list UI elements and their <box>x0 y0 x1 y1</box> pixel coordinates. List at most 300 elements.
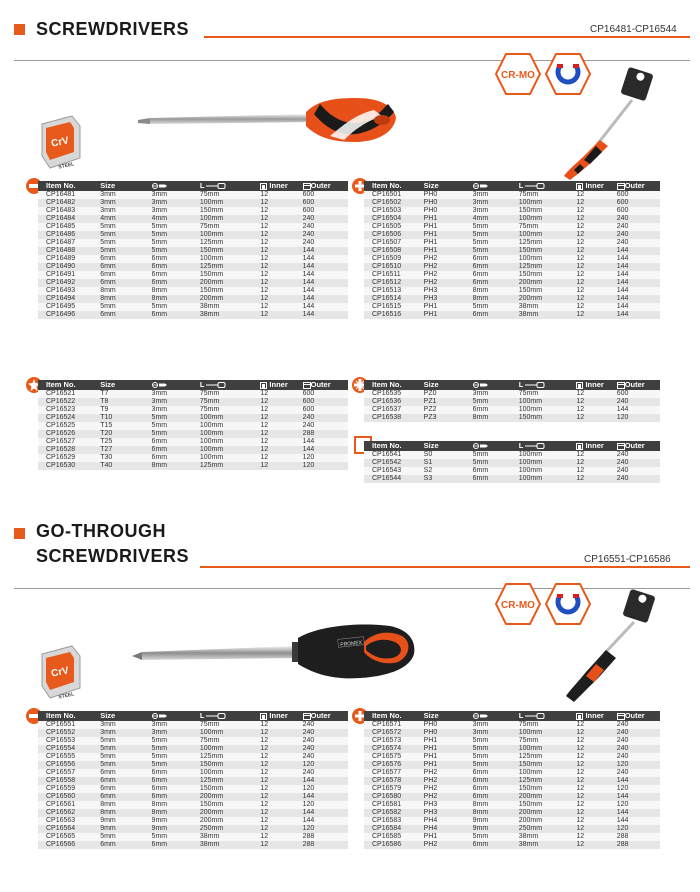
table-cell: 120 <box>303 825 348 833</box>
table-cell: 150mm <box>200 801 260 809</box>
table-cell: 3mm <box>100 191 151 199</box>
table-cell: PH0 <box>424 199 473 207</box>
table-row <box>364 215 660 223</box>
table-cell: 150mm <box>519 761 577 769</box>
table-cell: 12 <box>576 215 616 223</box>
table-cell: 3mm <box>152 207 200 215</box>
table-cell: 600 <box>303 390 348 398</box>
table-cell: CP16565 <box>38 833 100 841</box>
table-cell: 9mm <box>473 825 519 833</box>
table-cell: CP16554 <box>38 745 100 753</box>
table-cell: CP16505 <box>364 223 424 231</box>
table-cell: 12 <box>576 475 616 483</box>
table-cell: 12 <box>576 303 616 311</box>
table-cell: 12 <box>576 279 616 287</box>
table-row <box>38 207 348 215</box>
table-cell: CP16543 <box>364 467 424 475</box>
table-cell: 12 <box>576 287 616 295</box>
table-cell: 12 <box>260 761 302 769</box>
table-cell: 240 <box>303 729 348 737</box>
table-go-through-slotted <box>38 711 348 849</box>
table-cell: 5mm <box>473 761 519 769</box>
table-cell: 240 <box>617 223 660 231</box>
table-cell: 100mm <box>519 255 577 263</box>
go-through-screwdriver-image <box>128 616 418 706</box>
table-cell: 12 <box>260 271 302 279</box>
table-cell: 144 <box>617 271 660 279</box>
table-cell: 3mm <box>152 398 200 406</box>
table-cell: 38mm <box>519 833 577 841</box>
table-cell: 12 <box>576 769 616 777</box>
table-cell: T7 <box>100 390 151 398</box>
table-cell: 144 <box>303 263 348 271</box>
table-cell: CP16560 <box>38 793 100 801</box>
table-row <box>38 311 348 319</box>
table-cell: 12 <box>260 825 302 833</box>
table-cell: PZ2 <box>424 406 473 414</box>
table-cell: CP16503 <box>364 207 424 215</box>
table-cell: 6mm <box>473 467 519 475</box>
table-row <box>364 231 660 239</box>
table-row <box>364 255 660 263</box>
table-cell: CP16512 <box>364 279 424 287</box>
table-cell: 12 <box>260 295 302 303</box>
table-row <box>38 446 348 454</box>
table-cell: 288 <box>303 833 348 841</box>
inner-box-icon <box>260 382 267 389</box>
table-cell: 9mm <box>473 817 519 825</box>
col-size: Size <box>424 441 473 451</box>
table-cell: 5mm <box>152 239 200 247</box>
table-cell: PH1 <box>424 223 473 231</box>
col-size: Size <box>424 380 473 390</box>
table-cell: 38mm <box>519 303 577 311</box>
table-cell: 100mm <box>519 215 577 223</box>
table-cell: 12 <box>260 231 302 239</box>
table-cell: 6mm <box>100 841 151 849</box>
table-cell: PH1 <box>424 215 473 223</box>
table-cell: 12 <box>576 833 616 841</box>
table-cell: 144 <box>303 793 348 801</box>
table-cell: 12 <box>576 231 616 239</box>
table-cell: 144 <box>617 287 660 295</box>
table-cell: 150mm <box>200 247 260 255</box>
table-row <box>364 207 660 215</box>
table-cell: 8mm <box>473 801 519 809</box>
inner-box-icon <box>576 183 583 190</box>
table-cell: 6mm <box>100 777 151 785</box>
col-inner: Inner <box>576 711 616 721</box>
table-row <box>364 825 660 833</box>
table-cell: PH1 <box>424 247 473 255</box>
table-cell: 12 <box>260 247 302 255</box>
table-cell: CP16525 <box>38 422 100 430</box>
table-cell: 9mm <box>152 825 200 833</box>
table-cell: 12 <box>576 809 616 817</box>
steel-label: STEEL <box>57 161 75 171</box>
table-cell: 125mm <box>200 263 260 271</box>
table-cell: 5mm <box>473 231 519 239</box>
table-cell: 5mm <box>100 303 151 311</box>
table-cell: 240 <box>617 451 660 459</box>
table-cell: 6mm <box>473 255 519 263</box>
table-cell: 5mm <box>473 239 519 247</box>
table-cell: 75mm <box>519 721 577 729</box>
table-cell: CP16572 <box>364 729 424 737</box>
table-row <box>38 833 348 841</box>
table-cell: 12 <box>260 745 302 753</box>
table-cell: 6mm <box>473 475 519 483</box>
table-cell: 12 <box>260 207 302 215</box>
table-cell: CP16552 <box>38 729 100 737</box>
table-cell: CP16482 <box>38 199 100 207</box>
table-row <box>38 745 348 753</box>
table-cell: 75mm <box>200 721 260 729</box>
tip-diameter-icon <box>152 183 174 189</box>
table-row <box>38 753 348 761</box>
table-cell: 12 <box>260 215 302 223</box>
crv-label: CrV <box>50 665 70 680</box>
table-cell: CP16578 <box>364 777 424 785</box>
table-row <box>364 793 660 801</box>
section-marker <box>14 528 25 539</box>
table-row <box>364 761 660 769</box>
table-cell: 125mm <box>200 239 260 247</box>
outer-box-icon <box>617 713 625 720</box>
table-cell: CP16485 <box>38 223 100 231</box>
table-cell: 8mm <box>100 295 151 303</box>
table-cell: PH2 <box>424 769 473 777</box>
length-label-L: L <box>518 711 524 720</box>
table-row <box>364 271 660 279</box>
table-cell: 12 <box>576 295 616 303</box>
table-cell: CP16491 <box>38 271 100 279</box>
col-size: Size <box>100 380 151 390</box>
col-inner: Inner <box>260 380 302 390</box>
table-row <box>38 271 348 279</box>
table-cell: 3mm <box>152 191 200 199</box>
table-cell: CP16536 <box>364 398 424 406</box>
table-cell: 200mm <box>200 817 260 825</box>
table-cell: CP16551 <box>38 721 100 729</box>
table-cell: 8mm <box>152 801 200 809</box>
table-cell: 120 <box>617 785 660 793</box>
table-cell: 12 <box>260 263 302 271</box>
table-cell: 5mm <box>100 223 151 231</box>
table-cell: CP16566 <box>38 841 100 849</box>
table-cell: PH1 <box>424 753 473 761</box>
table-row <box>38 809 348 817</box>
table-cell: CP16502 <box>364 199 424 207</box>
table-cell: 100mm <box>519 769 577 777</box>
table-row <box>364 841 660 849</box>
table-cell: 150mm <box>519 414 577 422</box>
table-cell: 100mm <box>519 475 577 483</box>
table-cell: 38mm <box>200 311 260 319</box>
table-cell: 12 <box>576 721 616 729</box>
table-row <box>38 462 348 470</box>
tip-diameter-icon <box>473 382 495 388</box>
col-inner: Inner <box>260 711 302 721</box>
table-row <box>364 263 660 271</box>
table-cell: 6mm <box>473 793 519 801</box>
section-marker <box>14 24 25 35</box>
table-cell: 144 <box>303 279 348 287</box>
table-cell: S3 <box>424 475 473 483</box>
table-cell: 288 <box>617 833 660 841</box>
table-cell: 12 <box>576 223 616 231</box>
table-header-row <box>364 181 660 191</box>
table-cell: 150mm <box>200 287 260 295</box>
blade-length-icon <box>525 443 545 449</box>
table-cell: 600 <box>617 390 660 398</box>
table-cell: 3mm <box>473 207 519 215</box>
table-cell: 600 <box>303 191 348 199</box>
table-cell: 250mm <box>519 825 577 833</box>
table-cell: 6mm <box>473 785 519 793</box>
table-row <box>364 311 660 319</box>
table-cell: 6mm <box>100 793 151 801</box>
outer-box-icon <box>303 713 311 720</box>
table-row <box>364 753 660 761</box>
table-cell: CP16584 <box>364 825 424 833</box>
table-row <box>38 438 348 446</box>
table-row <box>364 279 660 287</box>
col-inner: Inner <box>260 181 302 191</box>
table-cell: 5mm <box>100 231 151 239</box>
table-cell: T9 <box>100 406 151 414</box>
table-cell: CP16526 <box>38 430 100 438</box>
table-row <box>364 467 660 475</box>
table-cell: 3mm <box>152 199 200 207</box>
table-cell: 5mm <box>152 745 200 753</box>
table-row <box>38 801 348 809</box>
table-row <box>364 801 660 809</box>
table-cell: CP16535 <box>364 390 424 398</box>
table-cell: 9mm <box>100 817 151 825</box>
table-cell: 5mm <box>152 223 200 231</box>
table-cell: CP16577 <box>364 769 424 777</box>
crv-steel-badge <box>38 642 84 702</box>
table-cell: CP16524 <box>38 414 100 422</box>
table-cell: 100mm <box>519 398 577 406</box>
table-cell: 12 <box>576 825 616 833</box>
table-cell: CP16511 <box>364 271 424 279</box>
inner-box-icon <box>576 713 583 720</box>
table-cell: 3mm <box>152 390 200 398</box>
table-cell: 6mm <box>152 446 200 454</box>
table-cell: 12 <box>260 398 302 406</box>
table-cell: CP16586 <box>364 841 424 849</box>
table-cell: 240 <box>303 231 348 239</box>
table-cell: 75mm <box>200 223 260 231</box>
table-cell: 150mm <box>519 271 577 279</box>
col-item-no: Item No. <box>38 181 100 191</box>
table-cell: 150mm <box>519 247 577 255</box>
table-cell: 240 <box>617 459 660 467</box>
table-cell: 12 <box>260 422 302 430</box>
table-cell: 8mm <box>100 287 151 295</box>
table-cell: 5mm <box>100 833 151 841</box>
table-row <box>38 255 348 263</box>
table-cell: 6mm <box>152 777 200 785</box>
table-cell: CP16561 <box>38 801 100 809</box>
table-cell: 120 <box>617 414 660 422</box>
table-cell: CP16506 <box>364 231 424 239</box>
table-cell: 144 <box>617 295 660 303</box>
table-cell: 150mm <box>519 801 577 809</box>
table-cell: 3mm <box>473 729 519 737</box>
table-row <box>38 398 348 406</box>
table-cell: PH0 <box>424 207 473 215</box>
table-cell: 12 <box>576 785 616 793</box>
table-cell: 6mm <box>100 279 151 287</box>
table-cell: 5mm <box>100 761 151 769</box>
table-cell: 12 <box>260 311 302 319</box>
table-cell: 5mm <box>473 753 519 761</box>
table-cell: 100mm <box>200 199 260 207</box>
table-row <box>38 231 348 239</box>
table-cell: 5mm <box>100 239 151 247</box>
table-cell: 12 <box>576 753 616 761</box>
table-cell: PH1 <box>424 231 473 239</box>
table-cell: 144 <box>617 406 660 414</box>
table-cell: CP16508 <box>364 247 424 255</box>
table-cell: 5mm <box>152 753 200 761</box>
table-cell: 5mm <box>152 414 200 422</box>
table-cell: 100mm <box>200 231 260 239</box>
table-cell: 12 <box>260 239 302 247</box>
table-cell: CP16576 <box>364 761 424 769</box>
table-cell: 6mm <box>100 255 151 263</box>
table-cell: PH1 <box>424 303 473 311</box>
table-cell: 3mm <box>152 721 200 729</box>
table-cell: 120 <box>303 454 348 462</box>
table-cell: 8mm <box>152 287 200 295</box>
table-row <box>364 729 660 737</box>
table-row <box>364 809 660 817</box>
table-cell: 5mm <box>473 745 519 753</box>
table-cell: 288 <box>303 430 348 438</box>
table-row <box>38 390 348 398</box>
table-cell: 8mm <box>152 809 200 817</box>
col-size: Size <box>424 181 473 191</box>
table-cell: 5mm <box>152 231 200 239</box>
code-range: CP16481-CP16544 <box>590 24 677 35</box>
table-cell: 12 <box>576 459 616 467</box>
table-cell: 12 <box>576 191 616 199</box>
table-go-through-phillips <box>364 711 660 849</box>
table-row <box>364 191 660 199</box>
table-cell: CP16495 <box>38 303 100 311</box>
table-row <box>38 191 348 199</box>
table-cell: PH1 <box>424 737 473 745</box>
table-cell: 12 <box>576 414 616 422</box>
table-row <box>364 295 660 303</box>
table-row <box>38 737 348 745</box>
table-cell: 100mm <box>519 459 577 467</box>
col-item-no: Item No. <box>38 380 100 390</box>
table-cell: 12 <box>576 398 616 406</box>
table-cell: 288 <box>303 841 348 849</box>
table-cell: 6mm <box>152 785 200 793</box>
table-cell: 4mm <box>100 215 151 223</box>
table-row <box>364 833 660 841</box>
table-cell: 5mm <box>152 761 200 769</box>
table-cell: 100mm <box>200 745 260 753</box>
table-cell: 100mm <box>519 467 577 475</box>
table-slotted <box>38 181 348 319</box>
table-cell: 240 <box>303 753 348 761</box>
table-cell: PZ1 <box>424 398 473 406</box>
table-cell: T20 <box>100 430 151 438</box>
crmo-label: CR-MO <box>501 600 535 611</box>
table-cell: S0 <box>424 451 473 459</box>
table-cell: 200mm <box>519 279 577 287</box>
table-row <box>38 239 348 247</box>
table-cell: 75mm <box>519 737 577 745</box>
table-cell: CP16493 <box>38 287 100 295</box>
col-length <box>519 181 577 191</box>
table-cell: 12 <box>576 406 616 414</box>
table-cell: PH2 <box>424 785 473 793</box>
blade-length-icon <box>525 713 545 719</box>
table-cell: PH3 <box>424 801 473 809</box>
inner-box-icon <box>576 382 583 389</box>
table-cell: 12 <box>260 454 302 462</box>
table-cell: 12 <box>260 223 302 231</box>
table-cell: PH2 <box>424 255 473 263</box>
table-row <box>38 841 348 849</box>
table-cell: 144 <box>303 809 348 817</box>
table-cell: 5mm <box>152 737 200 745</box>
col-tip-diameter <box>473 711 519 721</box>
table-cell: 240 <box>617 231 660 239</box>
col-inner: Inner <box>576 181 616 191</box>
table-cell: 240 <box>617 239 660 247</box>
table-cell: 6mm <box>100 271 151 279</box>
table-cell: 3mm <box>100 729 151 737</box>
table-cell: 6mm <box>473 841 519 849</box>
table-cell: 12 <box>576 817 616 825</box>
table-cell: PH0 <box>424 729 473 737</box>
table-cell: CP16486 <box>38 231 100 239</box>
table-cell: 100mm <box>200 769 260 777</box>
table-cell: 240 <box>617 737 660 745</box>
table-cell: 6mm <box>473 263 519 271</box>
table-cell: PH1 <box>424 761 473 769</box>
table-cell: 100mm <box>519 745 577 753</box>
col-outer: Outer <box>303 380 348 390</box>
table-cell: 120 <box>617 825 660 833</box>
table-cell: 240 <box>617 215 660 223</box>
length-label-L: L <box>518 441 524 450</box>
table-cell: PH2 <box>424 793 473 801</box>
table-cell: 4mm <box>473 215 519 223</box>
table-cell: 6mm <box>100 311 151 319</box>
table-cell: 144 <box>617 817 660 825</box>
table-cell: 3mm <box>473 199 519 207</box>
table-cell: CP16558 <box>38 777 100 785</box>
col-inner: Inner <box>576 441 616 451</box>
table-cell: PH1 <box>424 833 473 841</box>
table-row <box>38 303 348 311</box>
table-cell: T25 <box>100 438 151 446</box>
col-tip-diameter <box>152 711 200 721</box>
table-cell: 75mm <box>200 191 260 199</box>
table-cell: 100mm <box>200 430 260 438</box>
table-cell: 288 <box>617 841 660 849</box>
